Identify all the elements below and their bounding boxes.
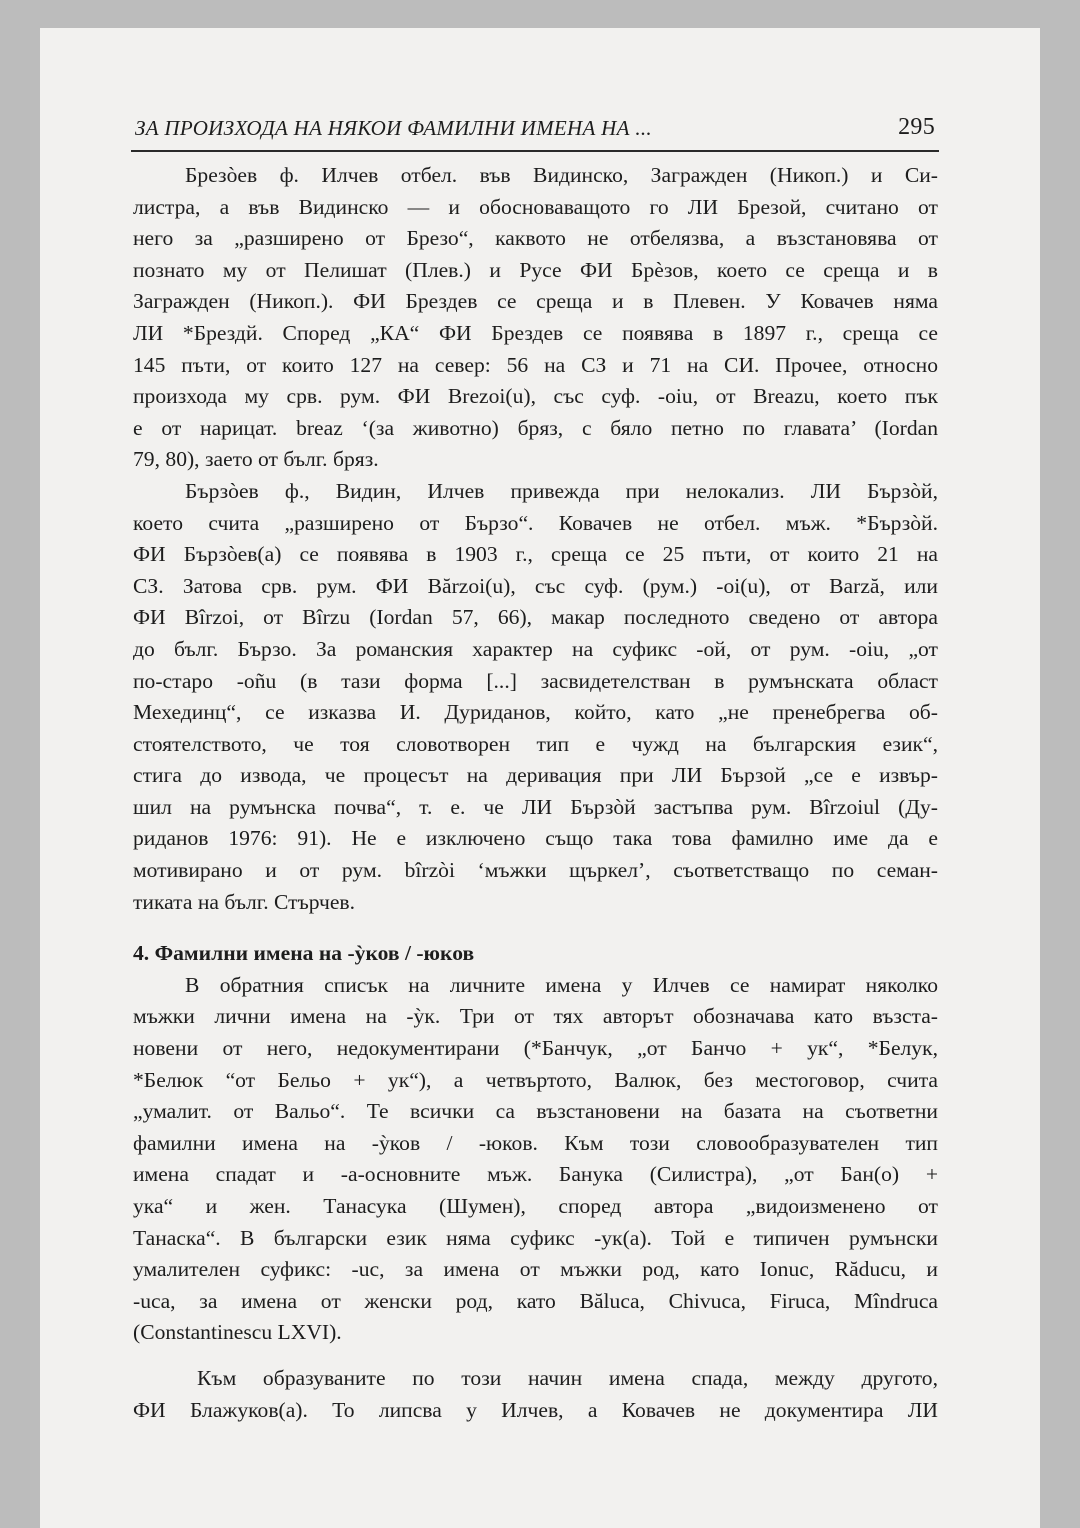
text-line: Танаска“. В български език няма суфикс -ук(а). Той е типичен румънски <box>133 1225 938 1250</box>
text-line: „умалит. от Вальо“. Те всички са възстановени на базата на съответни <box>133 1099 938 1124</box>
text-line: Към образуваните по този начин имена спада, между другото, <box>197 1365 938 1390</box>
text-line: новени от него, недокументирани (*Банчук, „от Банчо + ук“, *Белук, <box>133 1036 938 1061</box>
text-line: е от нарицат. breaz ‘(за животно) бряз, с бяло петно по главата’ (Iordan <box>133 415 938 440</box>
page-number: 295 <box>898 114 935 140</box>
paragraph-reverse-list <box>133 970 938 1349</box>
text-line: имена спадат и -а-основните мъж. Банука (Силистра), „от Бан(о) + <box>133 1162 938 1187</box>
text-line: стига до извода, че процесът на деривация при ЛИ Бързой „се е извър- <box>133 763 938 788</box>
text-line: него за „разширено от Брезо“, каквото не отбелязва, а възстановява от <box>133 226 938 251</box>
text-line: 79, 80), заето от бълг. бряз. <box>133 447 379 472</box>
text-line: ФИ Бързòев(а) се появява в 1903 г., среща се 25 пъти, от които 21 на <box>133 542 938 567</box>
section-heading <box>133 938 938 970</box>
text-line: -uca, за имена от женски род, като Băluca, Chivuca, Firuca, Mîndruca <box>133 1288 938 1313</box>
text-line: което счита „разширено от Бързо“. Ковачев не отбел. мъж. *Бързòй. <box>133 510 938 535</box>
text-line: шил на румънска почва“, т. е. че ЛИ Бързòй застъпва рум. Bîrzoiul (Ду- <box>133 794 938 819</box>
text-line: познато му от Пелишат (Плев.) и Русе ФИ Брѐзов, което се среща и в <box>133 257 938 282</box>
text-line: до бълг. Бързо. За романския характер на суфикс -ой, от рум. -oiu, „от <box>133 636 938 661</box>
text-line: Мехединц“, се изказва И. Дуриданов, който, като „не пренебрегва об- <box>133 700 938 725</box>
text-line: 145 пъти, от които 127 на север: 56 на СЗ и 71 на СИ. Прочее, относно <box>133 352 938 377</box>
text-line: В обратния списък на личните имена у Илчев се намират няколко <box>185 972 938 997</box>
text-line: фамилни имена на -ỳков / -юков. Към този словообразувателен тип <box>133 1130 938 1155</box>
text-line: ФИ Bîrzoi, от Bîrzu (Iordan 57, 66), макар последното сведено от автора <box>133 605 938 630</box>
text-line: по-старо -oñu (в тази форма [...] засвидетелстван в румънската област <box>133 668 938 693</box>
body-text <box>133 160 938 1426</box>
text-line: умалителен суфикс: -uc, за имена от мъжки род, като Ionuc, Răducu, и <box>133 1257 938 1282</box>
text-line: мотивирано и от рум. bîrzòi ‘мъжки щъркел’, съответстващо по семан- <box>133 858 938 883</box>
running-title: ЗА ПРОИЗХОДА НА НЯКОИ ФАМИЛНИ ИМЕНА НА ... <box>135 116 652 140</box>
text-line: СЗ. Затова срв. рум. ФИ Bărzoi(u), със суф. (рум.) -oi(u), от Barză, или <box>133 573 938 598</box>
running-header <box>131 110 939 152</box>
text-line: Загражден (Никоп.). ФИ Брездев се среща и в Плевен. У Ковачев няма <box>133 289 938 314</box>
text-line: Бързòев ф., Видин, Илчев привежда при нелокализ. ЛИ Бързòй, <box>185 478 938 503</box>
text-line: ФИ Блажуков(а). То липсва у Илчев, а Ковачев не документира ЛИ <box>133 1397 938 1422</box>
text-line: ука“ и жен. Танасука (Шумен), според автора „видоизменено от <box>133 1194 938 1218</box>
text-line: *Белюк “от Бельо + ук“), а четвъртото, Валюк, без местоговор, счита <box>133 1067 938 1092</box>
text-line: мъжки лични имена на -ỳк. Три от тях авторът обозначава като възста- <box>133 1004 938 1029</box>
paragraph-brezoev <box>133 160 938 476</box>
text-line: тиката на бълг. Стърчев. <box>133 889 356 914</box>
text-line: произхода му срв. рум. ФИ Brezoi(u), със суф. -oiu, от Breazu, което пък <box>133 384 938 409</box>
paragraph-barzoev <box>133 476 938 918</box>
text-line: стоятелството, че тоя словотворен тип е чужд на българския език“, <box>133 731 938 756</box>
text-line: (Constantinescu LXVI). <box>133 1320 342 1345</box>
section-heading-text: 4. Фамилни имена на -ỳков / -юков <box>133 941 475 966</box>
text-line: риданов 1976: 91). Не е изключено също така това фамилно име да е <box>133 826 938 851</box>
text-line: ЛИ *Брездй. Според „КА“ ФИ Брездев се появява в 1897 г., среща се <box>133 320 938 345</box>
text-line: Брезòев ф. Илчев отбел. във Видинско, Загражден (Никоп.) и Си- <box>185 163 938 187</box>
paragraph-blazhukov <box>133 1363 938 1426</box>
text-line: листра, а във Видинско — и обосноваващото го ЛИ Брезой, считано от <box>133 194 938 219</box>
